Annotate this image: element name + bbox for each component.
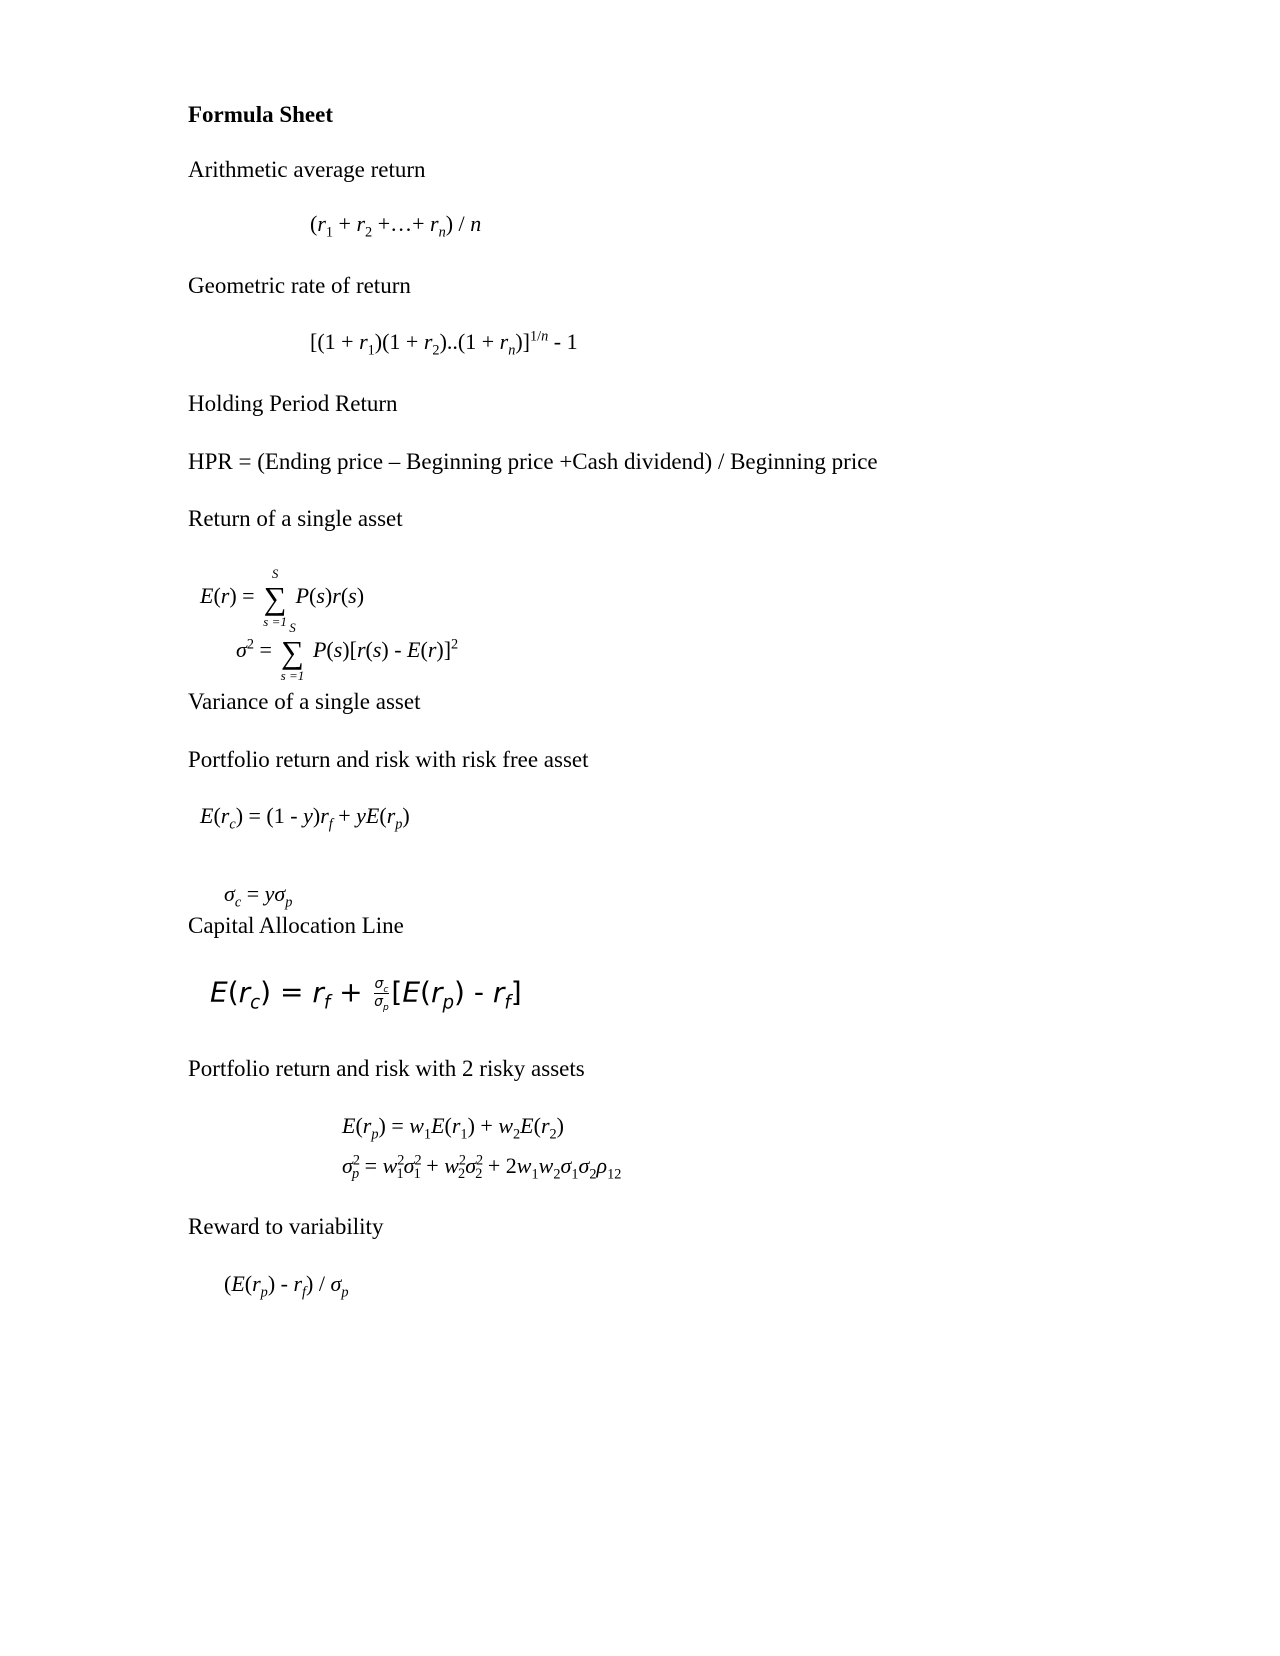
heading-arithmetic-average: Arithmetic average return (188, 157, 426, 182)
formula-complete-portfolio-risk: $\sigma_c = y\sigma_p$ (224, 881, 293, 911)
heading-single-asset-return: Return of a single asset (188, 506, 403, 531)
page-title: Formula Sheet (188, 102, 334, 127)
formula-single-variance: $\sigma^2$ = S ∑ s =1 P(s)[r(s) - E(r)]$^2$ (236, 619, 459, 683)
formula-two-asset-return: $E(r_p) = w_1E(r_1) + w_2E(r_2)$ (342, 1113, 564, 1143)
formula-arithmetic-average: ($r_1 + r_2$ +…+ $r_n$) / n (310, 211, 482, 241)
formula-capital-allocation-line: $E(r_c) = r_f$ + $\frac{\sigma_c}{\sigma_p}$ $[E(r_p) - r_f]$ (210, 975, 522, 1014)
heading-capital-allocation-line: Capital Allocation Line (188, 913, 404, 938)
formula-complete-portfolio-return: $E(r_c) = (1 - y)r_f + yE(r_p)$ (200, 803, 410, 833)
formula-expected-return: E(r) = S ∑ s =1 P(s)r(s) (200, 565, 365, 629)
formula-reward-to-variability: $(E(r_p) - r_f) / \sigma_p$ (224, 1271, 349, 1301)
heading-risk-free-portfolio: Portfolio return and risk with risk free asset (188, 747, 589, 772)
heading-reward-to-variability: Reward to variability (188, 1214, 384, 1239)
formula-geometric-return: $[(1 + r_1)(1 + r_2)..(1 + r_n)]^{1/n} - 1$ (310, 328, 578, 359)
heading-single-asset-variance: Variance of a single asset (188, 689, 421, 714)
heading-holding-period-return: Holding Period Return (188, 391, 398, 416)
summation-symbol: S ∑ s =1 (263, 565, 287, 629)
sigma-ratio-fraction: $\frac{\sigma_c}{\sigma_p}$ (374, 976, 389, 1013)
heading-geometric-return: Geometric rate of return (188, 273, 411, 298)
heading-two-risky-assets: Portfolio return and risk with 2 risky assets (188, 1056, 585, 1081)
summation-symbol: S ∑ s =1 (280, 619, 305, 683)
hpr-formula-text: HPR = (Ending price – Beginning price +Cash dividend) / Beginning price (188, 449, 878, 474)
formula-two-asset-variance: $\sigma^2_p = w^2_1\sigma^2_1 + w^2_2\sigma^2_2 + 2w_1w_2\sigma_1\sigma_2\rho_{12}$ (342, 1152, 622, 1183)
